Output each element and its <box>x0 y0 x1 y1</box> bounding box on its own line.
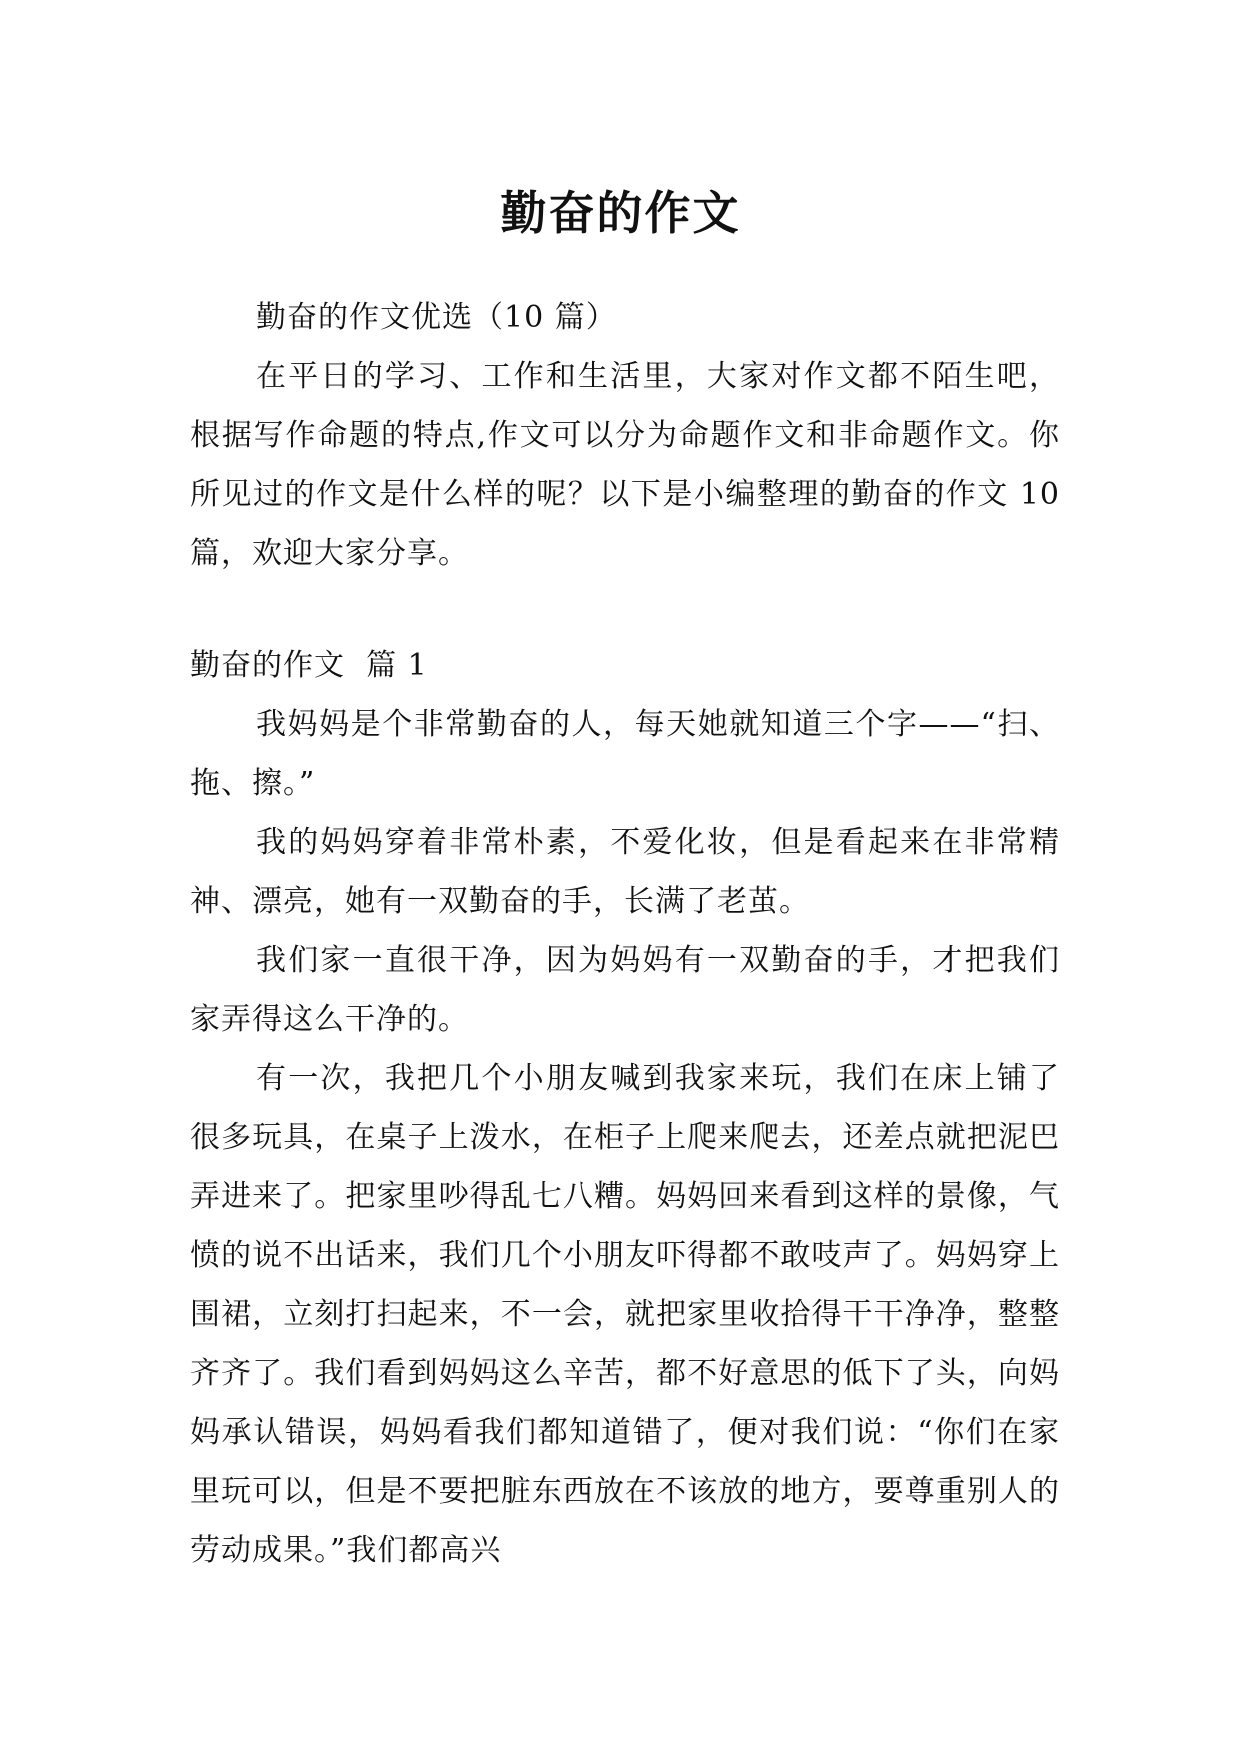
essay-1-paragraph: 有一次，我把几个小朋友喊到我家来玩，我们在床上铺了很多玩具，在桌子上泼水，在柜子上爬来爬去，还差点就把泥巴弄进来了。把家里吵得乱七八糟。妈妈回来看到这样的景像，气愤的说不出话来，我们几个小朋友吓得都不敢吱声了。妈妈穿上围裙，立刻打扫起来，不一会，就把家里收拾得干干净净，整整齐齐了。我们看到妈妈这么辛苦，都不好意思的低下了头，向妈妈承认错误，妈妈看我们都知道错了，便对我们说：“你们在家里玩可以，但是不要把脏东西放在不该放的地方，要尊重别人的劳动成果。”我们都高兴 <box>190 1061 1060 1568</box>
essay-1-paragraph: 我们家一直很干净，因为妈妈有一双勤奋的手，才把我们家弄得这么干净的。 <box>190 943 1060 1037</box>
intro-subtitle: 勤奋的作文优选（10 篇） <box>256 300 617 335</box>
essay-1-paragraph: 我的妈妈穿着非常朴素，不爱化妆，但是看起来在非常精神、漂亮，她有一双勤奋的手，长满了老茧。 <box>190 825 1060 919</box>
intro-section <box>190 288 1060 583</box>
document-title: 勤奋的作文 <box>500 185 741 240</box>
essay-1-paragraph: 我妈妈是个非常勤奋的人，每天她就知道三个字——“扫、拖、擦。” <box>190 707 1060 801</box>
essay-1-section <box>190 636 1060 1580</box>
essay-1-heading: 勤奋的作文 篇 1 <box>190 648 428 683</box>
intro-paragraph: 在平日的学习、工作和生活里，大家对作文都不陌生吧，根据写作命题的特点,作文可以分为命题作文和非命题作文。你所见过的作文是什么样的呢？以下是小编整理的勤奋的作文 10 篇，欢迎大家分享。 <box>190 359 1060 571</box>
